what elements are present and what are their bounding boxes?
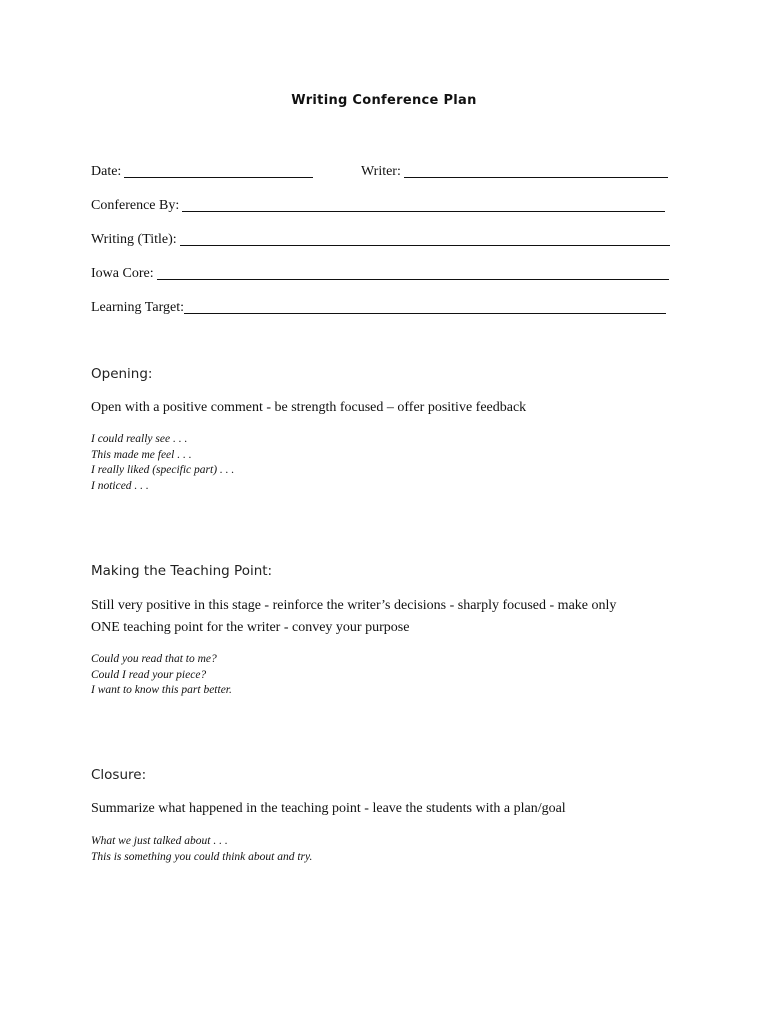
list-item: I noticed . . . <box>91 479 149 492</box>
learning-target-label: Learning Target: <box>91 300 184 315</box>
writing-title-line[interactable] <box>180 229 670 246</box>
closure-prompts <box>91 834 312 865</box>
writing-title-field-row <box>91 228 670 248</box>
teaching-point-description-line: ONE teaching point for the writer - convey your purpose <box>91 620 410 635</box>
writer-line[interactable] <box>404 161 668 178</box>
teaching-point-description <box>91 595 711 639</box>
teaching-point-heading: Making the Teaching Point: <box>91 563 273 579</box>
page-title: Writing Conference Plan <box>291 93 477 108</box>
iowa-core-line[interactable] <box>157 263 669 280</box>
list-item: This made me feel . . . <box>91 448 192 461</box>
list-item: I want to know this part better. <box>91 684 232 696</box>
list-item: This is something you could think about and try. <box>91 850 313 863</box>
opening-prompts <box>91 432 234 494</box>
list-item: What we just talked about . . . <box>91 835 228 847</box>
date-label: Date: <box>91 164 122 179</box>
conference-by-label: Conference By: <box>91 198 180 213</box>
list-item: Could I read your piece? <box>91 668 207 681</box>
opening-description: Open with a positive comment - be strength focused – offer positive feedback <box>91 400 527 415</box>
list-item: I could really see . . . <box>91 433 188 445</box>
list-item: I really liked (specific part) . . . <box>91 464 235 476</box>
closure-heading: Closure: <box>91 767 147 783</box>
teaching-point-description-line: Still very positive in this stage - reinforce the writer’s decisions - sharply focused - make only <box>91 598 617 613</box>
date-field-row <box>91 160 313 180</box>
iowa-core-field-row <box>91 262 669 282</box>
list-item: Could you read that to me? <box>91 653 217 665</box>
opening-heading: Opening: <box>91 366 153 382</box>
writing-title-label: Writing (Title): <box>91 232 177 247</box>
writer-label: Writer: <box>361 164 401 179</box>
writer-field-row <box>361 160 668 180</box>
conference-by-field-row <box>91 194 665 214</box>
conference-by-line[interactable] <box>182 195 665 212</box>
teaching-point-prompts <box>91 652 232 699</box>
iowa-core-label: Iowa Core: <box>91 266 154 281</box>
learning-target-field-row <box>91 296 666 316</box>
date-line[interactable] <box>124 161 313 178</box>
learning-target-line[interactable] <box>184 297 666 314</box>
closure-description: Summarize what happened in the teaching point - leave the students with a plan/goal <box>91 801 566 816</box>
